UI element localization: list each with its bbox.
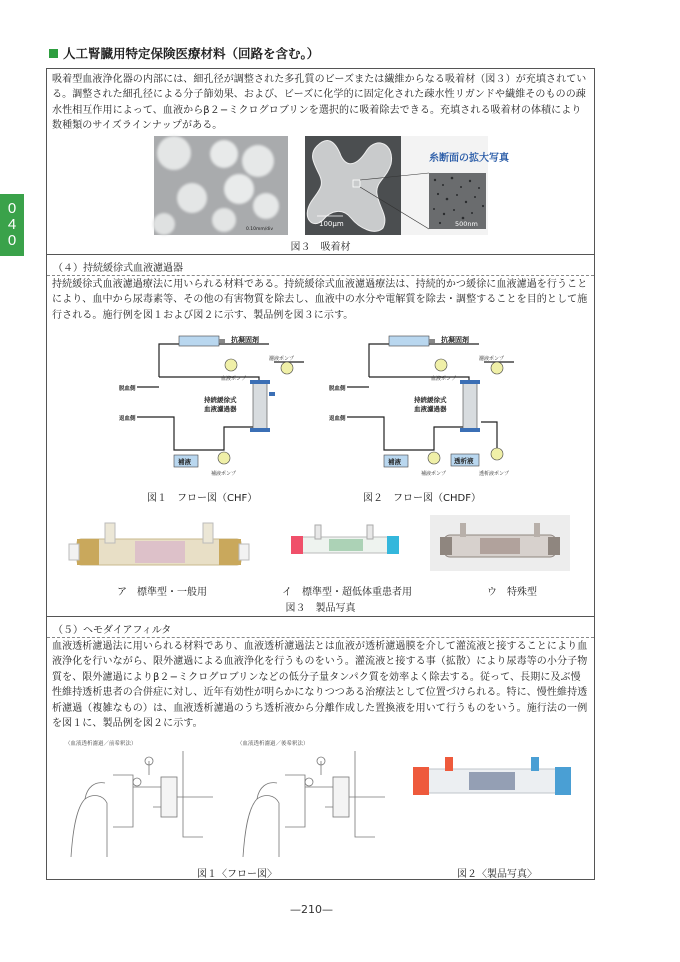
page-heading	[49, 44, 319, 62]
heading-square-icon	[49, 49, 58, 58]
fiber-scale-2: 500nm	[455, 220, 478, 228]
section-5	[47, 617, 594, 881]
chdf-dialysate-pump-label: 透析液ポンプ	[479, 471, 510, 477]
fig3-adsorbent-caption: 図３ 吸着材	[290, 242, 351, 253]
hdf-fig1-caption: 図１〈フロー図〉	[197, 869, 277, 880]
chdf-blood-pump-label: 血液ポンプ	[431, 376, 457, 382]
hdf-post-title: （血液透析濾過／後希釈法）	[237, 741, 309, 747]
hdf-pre-dilution-diagram	[63, 737, 221, 857]
product-i-label: イ 標準型・超低体重患者用	[282, 587, 412, 598]
section-4-title: （４）持続緩徐式血液濾過器	[53, 263, 183, 274]
product-u-label: ウ 特殊型	[487, 587, 537, 598]
fig3-products-caption: 図３ 製品写真	[285, 603, 356, 614]
chapter-tab	[0, 194, 24, 256]
chf-anticoag-label: 抗凝固剤	[231, 336, 259, 344]
chdf-anticoag-label: 抗凝固剤	[441, 336, 469, 344]
chdf-filtrate-pump-label: 濾液ポンプ	[479, 356, 505, 362]
heading-text: 人工腎臓用特定保険医療材料（回路を含む。）	[63, 46, 320, 61]
product-photo-u	[430, 515, 570, 571]
chf-filtrate-pump-label: 濾液ポンプ	[269, 356, 295, 362]
chdf-filter-label: 持続緩徐式	[414, 396, 447, 404]
chdf-filter-label-2: 血液濾過器	[414, 405, 447, 413]
fiber-photo	[305, 136, 509, 235]
chdf-outflow-label: 脱血側	[329, 386, 346, 392]
section-4-text: 持続緩徐式血液濾過療法に用いられる材料である。持続緩徐式血液濾過療法は、持続的かつ緩徐に血液濾過を行うことにより、血中から尿毒素等、その他の有害物質を除去し、血液中の水分や電解質を除去・調整することを目的として施行される。施行例を図１および図２に示す、製品例を図３に示す。	[52, 279, 588, 321]
hemodiafilter-photo	[407, 753, 577, 809]
fiber-scale-1: 100μm	[319, 220, 344, 228]
chf-replacement-label: 補液	[178, 458, 191, 466]
section-5-divider	[47, 637, 594, 638]
page-number: —210—	[290, 903, 333, 916]
chf-outflow-label: 脱血側	[119, 386, 136, 392]
section-5-title: （５）ヘモダイアフィルタ	[53, 625, 172, 636]
chf-blood-pump-label: 血液ポンプ	[221, 376, 247, 382]
hdf-fig2-caption: 図２〈製品写真〉	[457, 869, 537, 880]
chf-replacement-pump-label: 補液ポンプ	[211, 471, 237, 477]
chdf-return-label: 返血側	[329, 416, 346, 422]
fig1-chf-caption: 図１ フロー図（CHF）	[147, 493, 258, 504]
hdf-pre-title: （血液透析濾過／前希釈法）	[65, 741, 137, 747]
chf-filter-label: 持続緩徐式	[204, 396, 237, 404]
adsorbent-section	[47, 69, 594, 255]
product-a-label: ア 標準型・一般用	[117, 587, 207, 598]
product-photo-i	[285, 521, 405, 567]
chdf-diagram	[329, 332, 519, 480]
hdf-post-dilution-diagram	[235, 737, 393, 857]
chapter-digit: 0	[7, 232, 17, 249]
chapter-digit: 4	[7, 216, 17, 233]
chapter-digit: 0	[7, 200, 17, 217]
section-4	[47, 255, 594, 617]
chf-diagram	[119, 332, 304, 480]
chdf-replacement-pump-label: 補液ポンプ	[421, 471, 447, 477]
chf-filter-label-2: 血液濾過器	[204, 405, 237, 413]
adsorbent-text: 吸着型血液浄化器の内部には、細孔径が調整された多孔質のビーズまたは繊維からなる吸着材（図３）が充填されている。調整された細孔径による分子篩効果、および、ビーズに化学的に固定化された疎水性リガンドや繊維そのものの疎水性相互作用によって、血液からβ２−ミクログロブリンを選択的に吸着除去できる。充填される吸着材の体積により数種類のサイズラインナップがある。	[52, 74, 587, 132]
product-photo-a	[69, 511, 249, 577]
fig2-chdf-caption: 図２ フロー図（CHDF）	[363, 493, 481, 504]
beads-scale: 0.10mm/div	[246, 227, 274, 232]
fiber-photo-label: 糸断面の拡大写真	[429, 153, 509, 164]
beads-photo	[154, 136, 288, 235]
section-4-divider	[47, 275, 594, 276]
content-frame	[46, 68, 595, 880]
chdf-dialysate-label: 透析液	[454, 457, 474, 465]
chf-return-label: 返血側	[119, 416, 136, 422]
chdf-replacement-label: 補液	[388, 458, 401, 466]
section-5-text: 血液透析濾過法に用いられる材料であり、血液透析濾過法とは血液が透析濾過膜を介して灌流液と接することにより血液浄化を行いながら、限外濾過による血液浄化を行うものをいう。灌流液と接する事（拡散）により尿毒等の小分子物質を、限外濾過によりβ２−ミクログロブリンなどの低分子量タンパク質を効率よく除去する。従って、長期に及ぶ慢性維持透析患者の合併症に対し、近年有効性が明らかになりつつある治療法として位置づけられる。特に、慢性維持透析濾過（複雑なもの）は、血液透析濾過のうち透析液から分離作成した置換液を用いて行うものをいう。施行法の一例を図１に、製品例を図２に示す。	[52, 641, 588, 730]
